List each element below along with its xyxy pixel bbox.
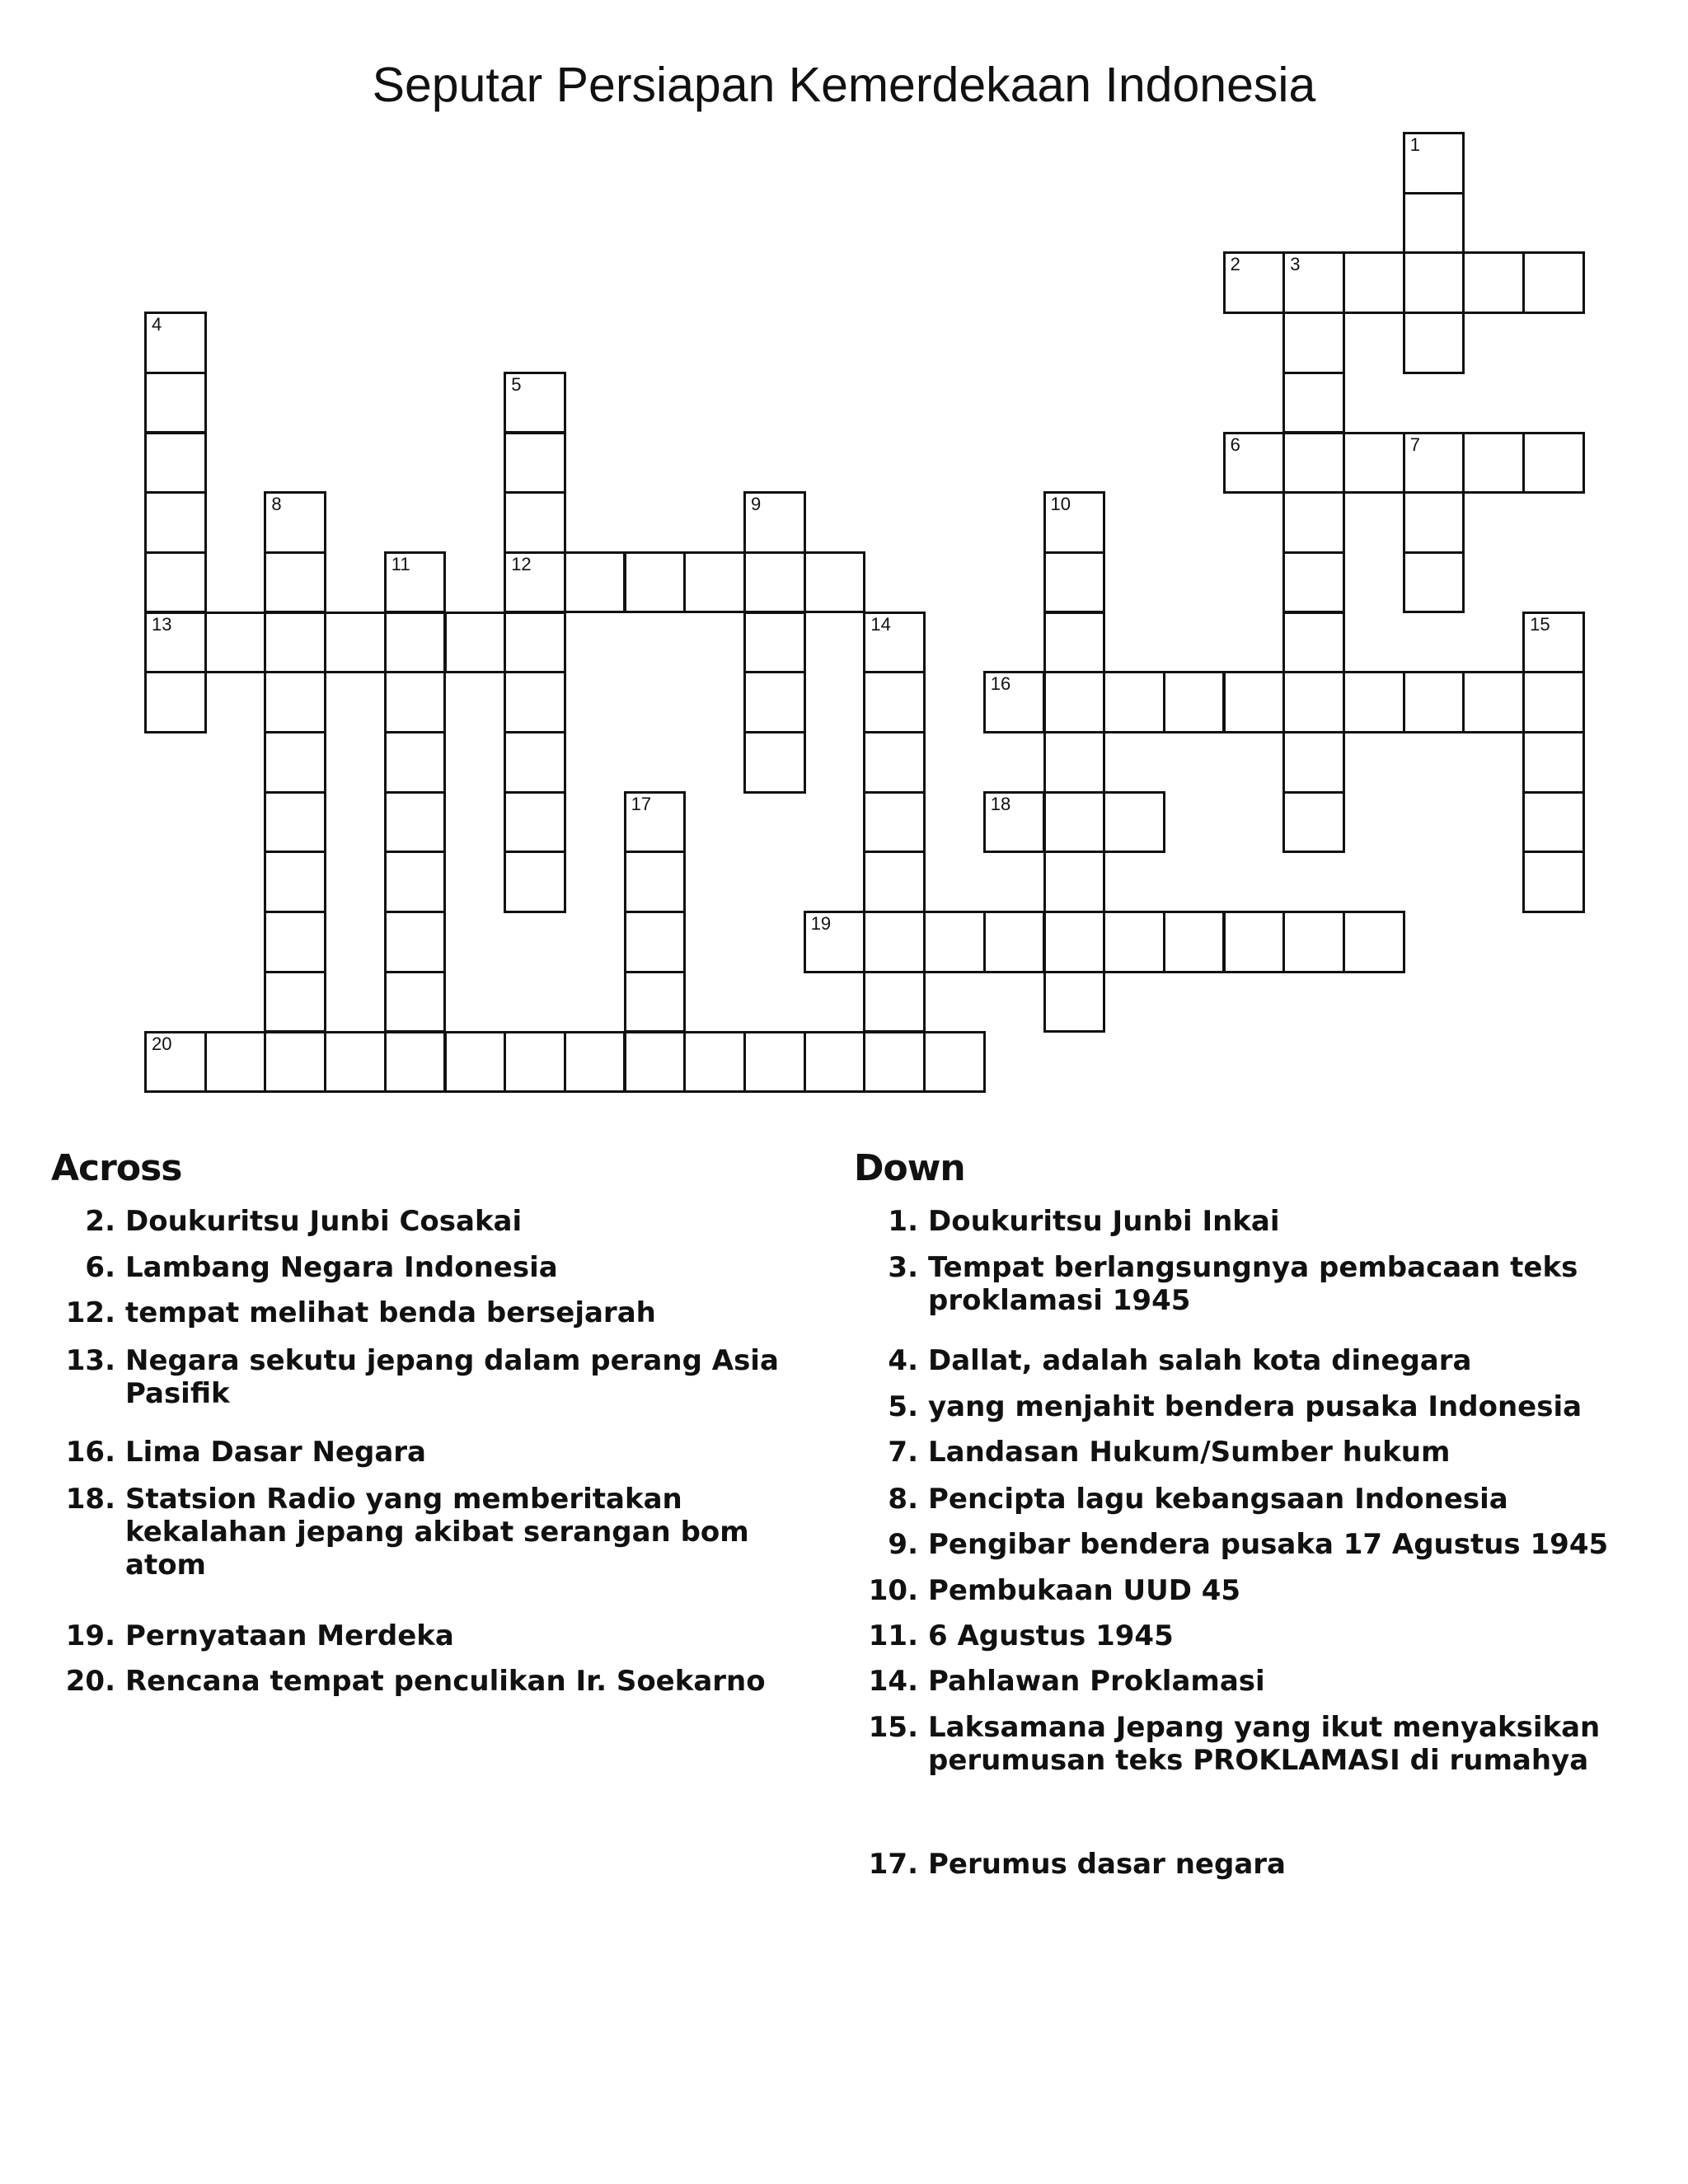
clue-number: 12 bbox=[511, 553, 532, 574]
clue-number: 14 bbox=[870, 613, 891, 635]
grid-cell[interactable] bbox=[504, 432, 566, 494]
clue-index: 4. bbox=[888, 1344, 918, 1377]
grid-cell[interactable] bbox=[144, 671, 207, 733]
clue-text: Statsion Radio yang memberitakan kekalahan jepang akibat serangan bom atom bbox=[125, 1483, 749, 1582]
grid-cell[interactable] bbox=[1043, 911, 1106, 973]
grid-cell[interactable] bbox=[504, 731, 566, 794]
grid-cell[interactable] bbox=[384, 1031, 447, 1094]
grid-cell[interactable] bbox=[264, 612, 326, 674]
grid-cell[interactable] bbox=[624, 971, 687, 1033]
down-clue bbox=[854, 1574, 1637, 1607]
grid-cell[interactable] bbox=[144, 372, 207, 434]
grid-cell[interactable] bbox=[1282, 731, 1345, 794]
down-clue bbox=[854, 1665, 1637, 1698]
grid-cell[interactable] bbox=[1282, 612, 1345, 674]
across-heading: Across bbox=[51, 1147, 182, 1189]
grid-cell[interactable] bbox=[743, 551, 806, 614]
grid-cell[interactable] bbox=[1043, 791, 1106, 854]
down-clue bbox=[854, 1483, 1637, 1516]
down-clue bbox=[854, 1711, 1637, 1777]
clue-index: 1. bbox=[888, 1205, 918, 1238]
grid-cell[interactable] bbox=[1403, 312, 1465, 374]
puzzle-title: Seputar Persiapan Kemerdekaan Indonesia bbox=[372, 58, 1316, 112]
grid-cell-11[interactable] bbox=[384, 551, 447, 614]
grid-cell-16[interactable] bbox=[983, 671, 1046, 733]
clue-index: 3. bbox=[888, 1251, 918, 1284]
grid-cell[interactable] bbox=[1043, 971, 1106, 1033]
grid-cell[interactable] bbox=[384, 911, 447, 973]
grid-cell-13[interactable] bbox=[144, 612, 207, 674]
across-clue bbox=[51, 1665, 818, 1698]
grid-cell[interactable] bbox=[1522, 251, 1585, 314]
grid-cell[interactable] bbox=[1462, 251, 1525, 314]
grid-cell[interactable] bbox=[384, 791, 447, 854]
clue-index: 9. bbox=[888, 1528, 918, 1561]
clue-index: 6. bbox=[85, 1251, 115, 1284]
clue-text: Dallat, adalah salah kota dinegara bbox=[928, 1344, 1472, 1377]
clue-index: 8. bbox=[888, 1483, 918, 1516]
clue-index: 5. bbox=[888, 1390, 918, 1423]
across-clue bbox=[51, 1483, 818, 1582]
clue-text: Landasan Hukum/Sumber hukum bbox=[928, 1436, 1451, 1469]
grid-cell[interactable] bbox=[1462, 671, 1525, 733]
grid-cell-3[interactable] bbox=[1282, 251, 1345, 314]
grid-cell-10[interactable] bbox=[1043, 491, 1106, 554]
grid-cell[interactable] bbox=[504, 791, 566, 854]
clue-number: 17 bbox=[631, 793, 652, 814]
grid-cell[interactable] bbox=[1522, 791, 1585, 854]
grid-cell[interactable] bbox=[624, 1031, 687, 1094]
down-clue bbox=[854, 1528, 1637, 1561]
grid-cell[interactable] bbox=[1522, 851, 1585, 913]
grid-cell[interactable] bbox=[384, 671, 447, 733]
across-clue bbox=[51, 1619, 818, 1652]
clue-index: 20. bbox=[65, 1665, 115, 1698]
clue-number: 9 bbox=[751, 494, 762, 515]
clue-number: 4 bbox=[152, 314, 162, 335]
clue-number: 7 bbox=[1409, 434, 1420, 455]
across-clue bbox=[51, 1296, 818, 1329]
grid-cell[interactable] bbox=[504, 612, 566, 674]
grid-cell-18[interactable] bbox=[983, 791, 1046, 854]
clue-index: 2. bbox=[85, 1205, 115, 1238]
grid-cell[interactable] bbox=[264, 911, 326, 973]
grid-cell-7[interactable] bbox=[1403, 432, 1465, 494]
grid-cell[interactable] bbox=[1223, 911, 1286, 973]
grid-cell[interactable] bbox=[144, 432, 207, 494]
grid-cell-4[interactable] bbox=[144, 312, 207, 374]
down-heading: Down bbox=[854, 1147, 965, 1189]
grid-cell[interactable] bbox=[743, 1031, 806, 1094]
clue-index: 11. bbox=[868, 1619, 918, 1652]
clue-number: 1 bbox=[1409, 134, 1420, 155]
clue-text: 6 Agustus 1945 bbox=[928, 1619, 1174, 1652]
grid-cell[interactable] bbox=[863, 911, 926, 973]
grid-cell-12[interactable] bbox=[504, 551, 566, 614]
grid-cell[interactable] bbox=[1043, 551, 1106, 614]
clue-text: Rencana tempat penculikan Ir. Soekarno bbox=[125, 1665, 766, 1698]
clue-index: 12. bbox=[65, 1296, 115, 1329]
clue-number: 10 bbox=[1050, 494, 1071, 515]
clue-text: tempat melihat benda bersejarah bbox=[125, 1296, 656, 1329]
grid-cell[interactable] bbox=[564, 1031, 626, 1094]
grid-cell[interactable] bbox=[264, 551, 326, 614]
grid-cell-5[interactable] bbox=[504, 372, 566, 434]
clue-index: 15. bbox=[868, 1711, 918, 1744]
grid-cell[interactable] bbox=[1403, 671, 1465, 733]
clue-text: Pembukaan UUD 45 bbox=[928, 1574, 1241, 1607]
clue-number: 2 bbox=[1230, 254, 1240, 275]
grid-cell-17[interactable] bbox=[624, 791, 687, 854]
grid-cell[interactable] bbox=[1103, 791, 1165, 854]
grid-cell[interactable] bbox=[1282, 791, 1345, 854]
grid-cell[interactable] bbox=[983, 911, 1046, 973]
grid-cell[interactable] bbox=[1403, 251, 1465, 314]
clue-text: Negara sekutu jepang dalam perang Asia Pasifik bbox=[125, 1344, 779, 1410]
grid-cell[interactable] bbox=[564, 551, 626, 614]
clue-number: 19 bbox=[810, 913, 832, 935]
grid-cell[interactable] bbox=[863, 671, 926, 733]
grid-cell[interactable] bbox=[324, 612, 387, 674]
clue-number: 6 bbox=[1230, 434, 1240, 455]
grid-cell[interactable] bbox=[1522, 731, 1585, 794]
grid-cell[interactable] bbox=[804, 1031, 866, 1094]
grid-cell[interactable] bbox=[1043, 851, 1106, 913]
grid-cell[interactable] bbox=[1282, 551, 1345, 614]
clue-index: 7. bbox=[888, 1436, 918, 1469]
grid-cell[interactable] bbox=[683, 1031, 746, 1094]
across-clue bbox=[51, 1251, 818, 1284]
grid-cell[interactable] bbox=[504, 491, 566, 554]
grid-cell[interactable] bbox=[1043, 671, 1106, 733]
grid-cell[interactable] bbox=[1163, 911, 1226, 973]
grid-cell[interactable] bbox=[923, 911, 986, 973]
grid-cell[interactable] bbox=[444, 1031, 507, 1094]
clue-text: yang menjahit bendera pusaka Indonesia bbox=[928, 1390, 1582, 1423]
grid-cell[interactable] bbox=[264, 671, 326, 733]
clue-number: 20 bbox=[152, 1033, 172, 1054]
grid-cell[interactable] bbox=[1343, 251, 1405, 314]
grid-cell[interactable] bbox=[1163, 671, 1226, 733]
clue-text: Doukuritsu Junbi Cosakai bbox=[125, 1205, 523, 1238]
clue-number: 11 bbox=[391, 553, 410, 574]
grid-cell[interactable] bbox=[1403, 491, 1465, 554]
clue-index: 13. bbox=[65, 1344, 115, 1377]
grid-cell[interactable] bbox=[264, 971, 326, 1033]
grid-cell[interactable] bbox=[1522, 432, 1585, 494]
grid-cell-20[interactable] bbox=[144, 1031, 207, 1094]
across-clue bbox=[51, 1205, 818, 1238]
down-clue bbox=[854, 1344, 1637, 1377]
grid-cell[interactable] bbox=[264, 731, 326, 794]
grid-cell[interactable] bbox=[444, 612, 507, 674]
grid-cell[interactable] bbox=[624, 851, 687, 913]
clue-index: 14. bbox=[868, 1665, 918, 1698]
grid-cell-15[interactable] bbox=[1522, 612, 1585, 674]
grid-cell-9[interactable] bbox=[743, 491, 806, 554]
clue-index: 10. bbox=[868, 1574, 918, 1607]
clue-text: Lima Dasar Negara bbox=[125, 1436, 426, 1469]
clue-text: Doukuritsu Junbi Inkai bbox=[928, 1205, 1280, 1238]
clue-number: 16 bbox=[990, 673, 1011, 695]
clue-text: Lambang Negara Indonesia bbox=[125, 1251, 558, 1284]
across-clue bbox=[51, 1344, 818, 1410]
grid-cell[interactable] bbox=[144, 551, 207, 614]
grid-cell[interactable] bbox=[1103, 911, 1165, 973]
grid-cell[interactable] bbox=[504, 1031, 566, 1094]
grid-cell[interactable] bbox=[204, 612, 267, 674]
grid-cell[interactable] bbox=[1282, 372, 1345, 434]
grid-cell[interactable] bbox=[743, 731, 806, 794]
clue-text: Perumus dasar negara bbox=[928, 1848, 1286, 1881]
grid-cell[interactable] bbox=[1462, 432, 1525, 494]
grid-cell[interactable] bbox=[1223, 671, 1286, 733]
grid-cell[interactable] bbox=[743, 671, 806, 733]
grid-cell[interactable] bbox=[384, 612, 447, 674]
grid-cell[interactable] bbox=[1103, 671, 1165, 733]
down-clue bbox=[854, 1251, 1637, 1317]
grid-cell[interactable] bbox=[863, 971, 926, 1033]
grid-cell[interactable] bbox=[264, 1031, 326, 1094]
grid-cell-6[interactable] bbox=[1223, 432, 1286, 494]
grid-cell[interactable] bbox=[1403, 192, 1465, 255]
grid-cell[interactable] bbox=[1282, 671, 1345, 733]
grid-cell[interactable] bbox=[624, 911, 687, 973]
grid-cell[interactable] bbox=[1282, 491, 1345, 554]
grid-cell[interactable] bbox=[504, 671, 566, 733]
grid-cell[interactable] bbox=[1343, 911, 1405, 973]
grid-cell[interactable] bbox=[384, 731, 447, 794]
grid-cell[interactable] bbox=[1043, 731, 1106, 794]
down-clue bbox=[854, 1848, 1637, 1881]
down-clue bbox=[854, 1390, 1637, 1423]
grid-cell[interactable] bbox=[384, 851, 447, 913]
grid-cell[interactable] bbox=[264, 851, 326, 913]
grid-cell[interactable] bbox=[863, 1031, 926, 1094]
clue-number: 8 bbox=[271, 494, 282, 515]
down-clue bbox=[854, 1436, 1637, 1469]
across-clue bbox=[51, 1436, 818, 1469]
grid-cell[interactable] bbox=[1343, 432, 1405, 494]
grid-cell-1[interactable] bbox=[1403, 132, 1465, 194]
grid-cell-19[interactable] bbox=[804, 911, 866, 973]
grid-cell[interactable] bbox=[204, 1031, 267, 1094]
grid-cell[interactable] bbox=[1282, 911, 1345, 973]
grid-cell[interactable] bbox=[863, 791, 926, 854]
grid-cell-14[interactable] bbox=[863, 612, 926, 674]
grid-cell[interactable] bbox=[1403, 551, 1465, 614]
clue-text: Pencipta lagu kebangsaan Indonesia bbox=[928, 1483, 1508, 1516]
clue-text: Pernyataan Merdeka bbox=[125, 1619, 454, 1652]
clue-number: 5 bbox=[511, 373, 522, 395]
clue-index: 17. bbox=[868, 1848, 918, 1881]
grid-cell[interactable] bbox=[1522, 671, 1585, 733]
grid-cell[interactable] bbox=[384, 971, 447, 1033]
clue-number: 3 bbox=[1290, 254, 1301, 275]
grid-cell[interactable] bbox=[743, 612, 806, 674]
grid-cell-8[interactable] bbox=[264, 491, 326, 554]
grid-cell[interactable] bbox=[504, 851, 566, 913]
grid-cell[interactable] bbox=[923, 1031, 986, 1094]
grid-cell[interactable] bbox=[804, 551, 866, 614]
clue-index: 16. bbox=[65, 1436, 115, 1469]
grid-cell[interactable] bbox=[1343, 671, 1405, 733]
grid-cell[interactable] bbox=[863, 731, 926, 794]
grid-cell[interactable] bbox=[863, 851, 926, 913]
grid-cell[interactable] bbox=[1282, 432, 1345, 494]
grid-cell[interactable] bbox=[1282, 312, 1345, 374]
clue-text: Laksamana Jepang yang ikut menyaksikan perumusan teks PROKLAMASI di rumahya bbox=[928, 1711, 1601, 1777]
clue-text: Pahlawan Proklamasi bbox=[928, 1665, 1265, 1698]
grid-cell[interactable] bbox=[683, 551, 746, 614]
clue-number: 15 bbox=[1530, 613, 1550, 635]
grid-cell[interactable] bbox=[264, 791, 326, 854]
down-clue bbox=[854, 1205, 1637, 1238]
grid-cell[interactable] bbox=[624, 551, 687, 614]
clue-text: Tempat berlangsungnya pembacaan teks proklamasi 1945 bbox=[928, 1251, 1578, 1317]
clue-number: 13 bbox=[152, 613, 172, 635]
clue-text: Pengibar bendera pusaka 17 Agustus 1945 bbox=[928, 1528, 1609, 1561]
clue-index: 18. bbox=[65, 1483, 115, 1516]
clue-number: 18 bbox=[990, 793, 1011, 814]
grid-cell[interactable] bbox=[324, 1031, 387, 1094]
grid-cell-2[interactable] bbox=[1223, 251, 1286, 314]
down-clue bbox=[854, 1619, 1637, 1652]
clue-index: 19. bbox=[65, 1619, 115, 1652]
grid-cell[interactable] bbox=[144, 491, 207, 554]
grid-cell[interactable] bbox=[1043, 612, 1106, 674]
